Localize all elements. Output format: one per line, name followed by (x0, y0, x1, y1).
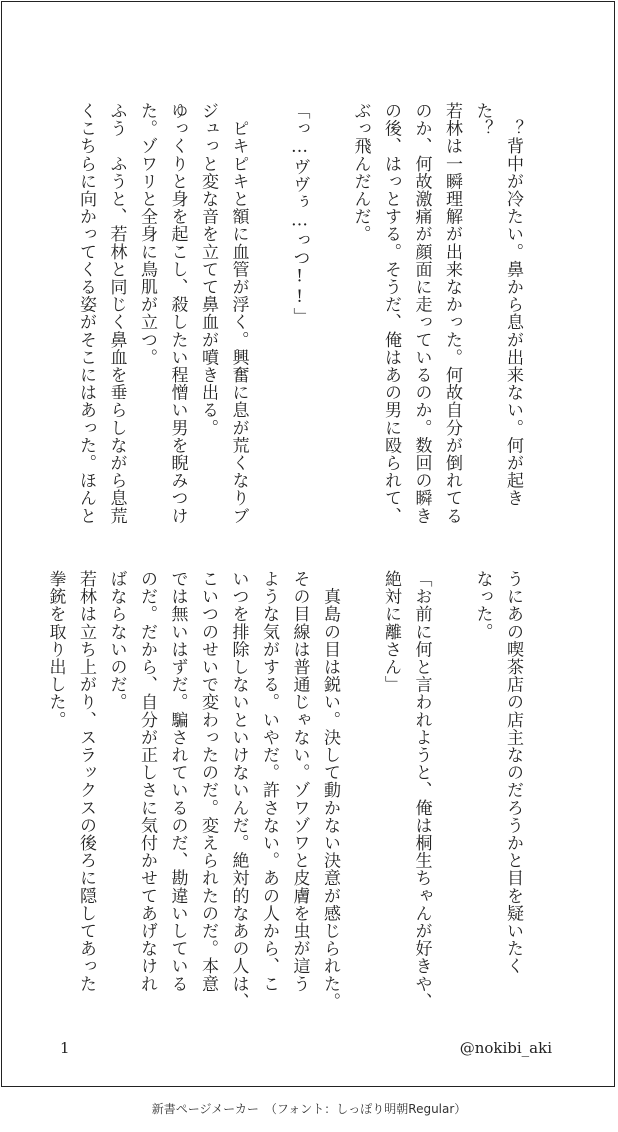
text-line: た。ゾワリと全身に鳥肌が立つ。 (137, 102, 157, 366)
text-line: ゆっくりと身を起こし、殺したい程憎い男を睨みつけ (167, 102, 188, 525)
text-line: うにあの喫茶店の店主なのだろうかと目を疑いたく (503, 570, 523, 975)
upper-text-block (71, 102, 529, 527)
footer-caption: 新書ページメーカー （フォント：しっぽり明朝Regular） (151, 1102, 467, 1116)
text-line: 絶対に離さん」 (381, 570, 401, 694)
text-line: ジュっと変な音を立てて鼻血が噴き出る。 (198, 102, 218, 437)
text-line: のか、何故激痛が顔面に走っているのか。数回の瞬き (411, 102, 432, 525)
text-line: その目線は普通じゃない。ゾワゾワと皮膚を虫が這う (289, 570, 310, 993)
author-handle: @nokibi_aki (459, 1039, 552, 1057)
text-line: のだ。だから、自分が正しさに気付かせてあげなけれ (137, 570, 157, 993)
text-line (254, 102, 285, 527)
text-line: ？背中が冷たい。鼻から息が出来ない。何が起き (503, 102, 523, 507)
text-line: 若林は立ち上がり、スラックスの後ろに隠してあった (76, 570, 96, 993)
text-line: ばならないのだ。 (106, 570, 127, 711)
text-line: こいつのせいで変わったのだ。変えられたのだ。本意 (198, 570, 218, 993)
text-line: 「っ…ヴヴぅ…っつ!!」 (289, 102, 310, 326)
text-line: 「お前に何と言われようと、俺は桐生ちゃんが好きや、 (411, 570, 432, 1010)
text-line: ピキピキと額に血管が浮く。興奮に息が荒くなりブ (228, 102, 249, 525)
text-line: の後、はっとする。そうだ、俺はあの男に殴られて、 (381, 102, 401, 525)
text-line: 拳銃を取り出した。 (45, 570, 66, 729)
text-line: いつを排除しないといけないんだ。絶対的なあの人は、 (228, 570, 249, 1010)
lower-text-block (40, 570, 528, 1010)
text-line (315, 102, 346, 527)
page-frame (1, 1, 615, 1087)
text-line (345, 570, 376, 995)
text-line: ような気がする。いやだ。許さない。あの人から、こ (259, 570, 279, 993)
text-line: くこちらに向かってくる姿がそこにはあった。ほんと (76, 102, 96, 525)
text-line: 真島の目は鋭い。決して動かない決意が感じられた。 (320, 570, 340, 1010)
text-line: では無いはずだ。騙されているのだ、勘違いしている (167, 570, 188, 993)
text-line: ふう ふうと、若林と同じく鼻血を垂らしながら息荒 (106, 102, 127, 525)
text-line: 若林は一瞬理解が出来なかった。何故自分が倒れてる (442, 102, 462, 525)
text-line: なった。 (472, 570, 493, 641)
text-line: ぶっ飛んだんだ。 (350, 102, 371, 243)
page-number: 1 (60, 1039, 70, 1057)
text-line (437, 570, 468, 995)
text-line: た？ (472, 102, 493, 138)
